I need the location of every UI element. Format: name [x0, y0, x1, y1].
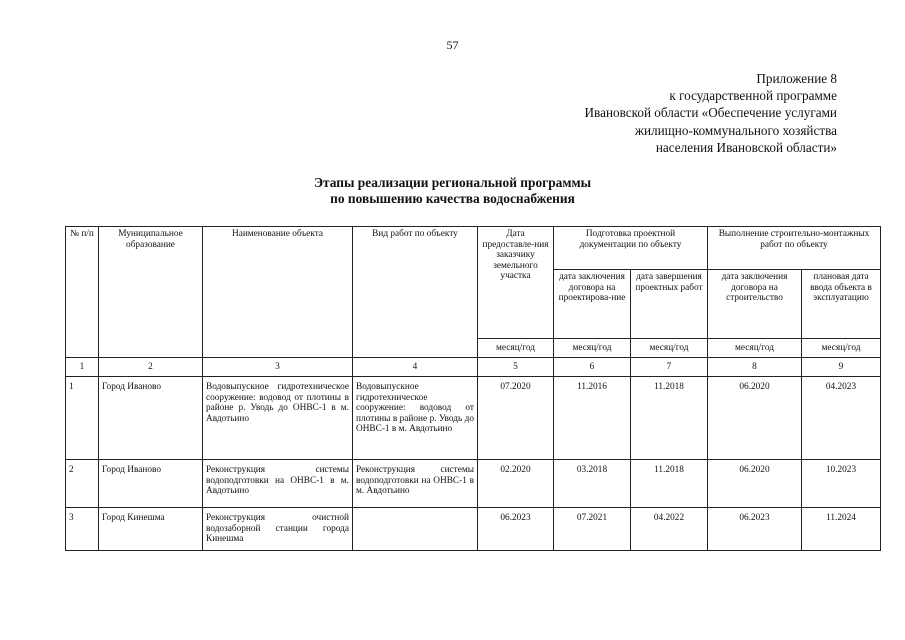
- row-land-date: 06.2023: [478, 508, 554, 551]
- row-work-type: Реконструкция системы водоподготовки на ОНВС-1 в м. Авдотьино: [353, 460, 478, 508]
- header-work-type: Вид работ по объекту: [353, 227, 478, 358]
- column-number: 3: [203, 358, 353, 377]
- row-design-end: 04.2022: [631, 508, 708, 551]
- column-number: 1: [66, 358, 99, 377]
- row-design-contract: 07.2021: [554, 508, 631, 551]
- column-number: 5: [478, 358, 554, 377]
- unit-cell: месяц/год: [631, 339, 708, 358]
- table-row: [66, 377, 881, 460]
- row-object: Водовыпускное гидротехническое сооружение: водовод от плотины в районе р. Уводь до ОНВС-1 в м. Авдотьино: [203, 377, 353, 460]
- row-num: 2: [66, 460, 99, 508]
- header-commissioning: плановая дата ввода объекта в эксплуатацию: [802, 270, 881, 339]
- unit-cell: месяц/год: [802, 339, 881, 358]
- row-land-date: 07.2020: [478, 377, 554, 460]
- header-row: [66, 227, 881, 270]
- row-design-contract: 03.2018: [554, 460, 631, 508]
- page-number: 57: [446, 38, 459, 52]
- title-line: Этапы реализации региональной программы: [313, 175, 592, 190]
- row-work-type: Водовыпускное гидротехническое сооружение: водовод от плотины в районе р. Уводь до ОНВС-1 в м. Авдотьино: [353, 377, 478, 460]
- appendix-line: населения Ивановской области»: [655, 139, 837, 155]
- column-numbers-row: [66, 358, 881, 377]
- row-work-type: [353, 508, 478, 551]
- row-design-end: 11.2018: [631, 377, 708, 460]
- row-commissioning: 11.2024: [802, 508, 881, 551]
- header-design-contract: дата заключения договора на проектирова-ние: [554, 270, 631, 339]
- header-construction: Выполнение строительно-монтажных работ по объекту: [708, 227, 881, 270]
- header-municipality: Муниципальное образование: [99, 227, 203, 358]
- row-commissioning: 04.2023: [802, 377, 881, 460]
- table-row: [66, 460, 881, 508]
- unit-cell: месяц/год: [554, 339, 631, 358]
- row-land-date: 02.2020: [478, 460, 554, 508]
- column-number: 9: [802, 358, 881, 377]
- row-design-end: 11.2018: [631, 460, 708, 508]
- header-num: № п/п: [66, 227, 99, 358]
- row-municipality: Город Кинешма: [99, 508, 203, 551]
- appendix-line: жилищно-коммунального хозяйства: [634, 122, 837, 138]
- table-row: [66, 508, 881, 551]
- row-design-contract: 11.2016: [554, 377, 631, 460]
- header-land-date: Дата предоставле-ния заказчику земельного участка: [478, 227, 554, 339]
- column-number: 2: [99, 358, 203, 377]
- row-object: Реконструкция очистной водозаборной станции города Кинешма: [203, 508, 353, 551]
- appendix-line: Ивановской области «Обеспечение услугами: [584, 105, 837, 121]
- unit-cell: месяц/год: [478, 339, 554, 358]
- header-design: Подготовка проектной документации по объекту: [554, 227, 708, 270]
- column-number: 6: [554, 358, 631, 377]
- row-municipality: Город Иваново: [99, 377, 203, 460]
- document-title: [0, 175, 905, 207]
- title-line: по повышению качества водоснабжения: [330, 191, 575, 206]
- stages-table: [65, 226, 881, 551]
- row-commissioning: 10.2023: [802, 460, 881, 508]
- unit-cell: месяц/год: [708, 339, 802, 358]
- column-number: 8: [708, 358, 802, 377]
- header-design-end: дата завершения проектных работ: [631, 270, 708, 339]
- column-number: 4: [353, 358, 478, 377]
- row-constr-contract: 06.2020: [708, 377, 802, 460]
- appendix-line: к государственной программе: [669, 88, 837, 104]
- appendix-block: [585, 70, 837, 156]
- column-number: 7: [631, 358, 708, 377]
- header-object: Наименование объекта: [203, 227, 353, 358]
- row-constr-contract: 06.2020: [708, 460, 802, 508]
- row-num: 3: [66, 508, 99, 551]
- row-object: Реконструкция системы водоподготовки на ОНВС-1 в м. Авдотьино: [203, 460, 353, 508]
- appendix-line: Приложение 8: [756, 71, 837, 86]
- header-constr-contract: дата заключения договора на строительство: [708, 270, 802, 339]
- row-constr-contract: 06.2023: [708, 508, 802, 551]
- row-num: 1: [66, 377, 99, 460]
- row-municipality: Город Иваново: [99, 460, 203, 508]
